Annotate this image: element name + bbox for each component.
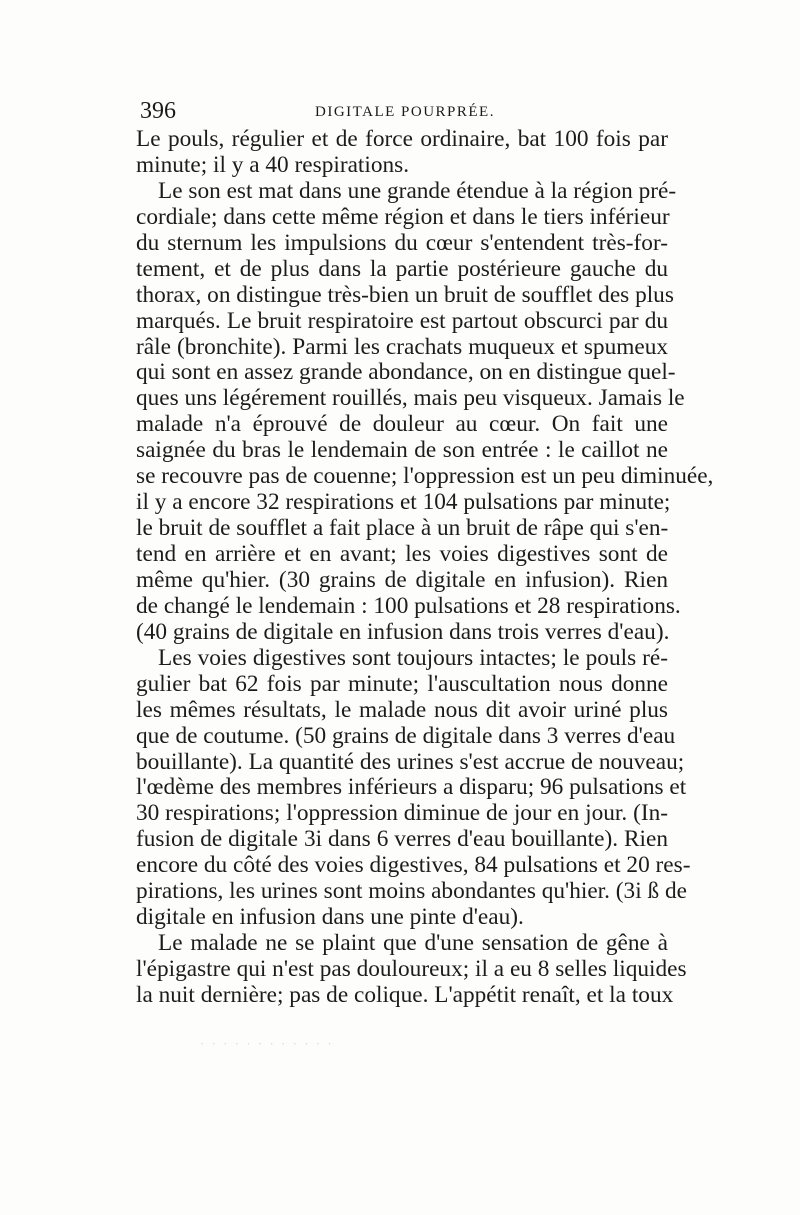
page-header xyxy=(140,96,670,126)
page-number: 396 xyxy=(140,98,176,124)
text-line: le bruit de soufflet a fait place à un bruit de râpe qui s'en- xyxy=(136,515,669,542)
text-line: cordiale; dans cette même région et dans le tiers inférieur xyxy=(136,203,670,230)
text-line: Le malade ne se plaint que d'une sensation de gêne à xyxy=(158,930,668,957)
text-line: la nuit dernière; pas de colique. L'appétit renaît, et la toux xyxy=(136,981,674,1008)
running-title: DIGITALE POURPRÉE. xyxy=(315,104,495,120)
text-line: râle (bronchite). Parmi les crachats muqueux et spumeux xyxy=(136,333,668,360)
text-line: Les voies digestives sont toujours intactes; le pouls ré- xyxy=(158,644,668,671)
bleed-through-text: · · · · · · · · · · · · xyxy=(200,1036,334,1051)
text-line: malade n'a éprouvé de douleur au cœur. On fait une xyxy=(136,411,668,438)
text-line: tend en arrière et en avant; les voies digestives sont de xyxy=(136,541,668,567)
text-line: gulier bat 62 fois par minute; l'auscultation nous donne xyxy=(136,670,668,697)
body-text xyxy=(136,126,714,1009)
text-line: minute; il y a 40 respirations. xyxy=(136,151,410,178)
text-line: l'épigastre qui n'est pas douloureux; il a eu 8 selles liquides xyxy=(136,956,687,982)
text-line: Le son est mat dans une grande étendue à la région pré- xyxy=(158,177,677,204)
text-line: il y a encore 32 respirations et 104 pulsations par minute; xyxy=(136,489,671,516)
text-line: saignée du bras le lendemain de son entrée : le caillot ne xyxy=(136,437,668,464)
text-line: l'œdème des membres inférieurs a disparu; 96 pulsations et xyxy=(136,774,687,801)
text-line: encore du côté des voies digestives, 84 pulsations et 20 res- xyxy=(136,852,691,879)
text-line: pirations, les urines sont moins abondantes qu'hier. (3i ß de xyxy=(136,878,687,905)
text-line: fusion de digitale 3i dans 6 verres d'eau bouillante). Rien xyxy=(136,826,668,853)
text-line: de changé le lendemain : 100 pulsations et 28 respirations. xyxy=(136,592,681,619)
text-line: tement, et de plus dans la partie postérieure gauche du xyxy=(136,255,668,282)
text-line: bouillante). La quantité des urines s'est accrue de nouveau; xyxy=(136,748,685,775)
text-line: les mêmes résultats, le malade nous dit avoir uriné plus xyxy=(136,696,668,723)
text-line: 30 respirations; l'oppression diminue de jour en jour. (In- xyxy=(136,800,668,827)
text-line: se recouvre pas de couenne; l'oppression est un peu diminuée, xyxy=(136,463,714,490)
text-line: (40 grains de digitale en infusion dans trois verres d'eau). xyxy=(136,618,670,645)
text-line: Le pouls, régulier et de force ordinaire, bat 100 fois par xyxy=(136,126,668,152)
text-line: marqués. Le bruit respiratoire est partout obscurci par du xyxy=(136,307,668,334)
text-line: qui sont en assez grande abondance, on en distingue quel- xyxy=(136,359,676,386)
text-line: même qu'hier. (30 grains de digitale en infusion). Rien xyxy=(136,566,668,593)
text-line: thorax, on distingue très-bien un bruit de soufflet des plus xyxy=(136,281,674,308)
text-line: digitale en infusion dans une pinte d'eau). xyxy=(136,904,524,931)
text-line: ques uns légérement rouillés, mais peu visqueux. Jamais le xyxy=(136,385,685,412)
text-line: que de coutume. (50 grains de digitale dans 3 verres d'eau xyxy=(136,722,676,749)
text-line: du sternum les impulsions du cœur s'entendent très-for- xyxy=(136,229,668,256)
